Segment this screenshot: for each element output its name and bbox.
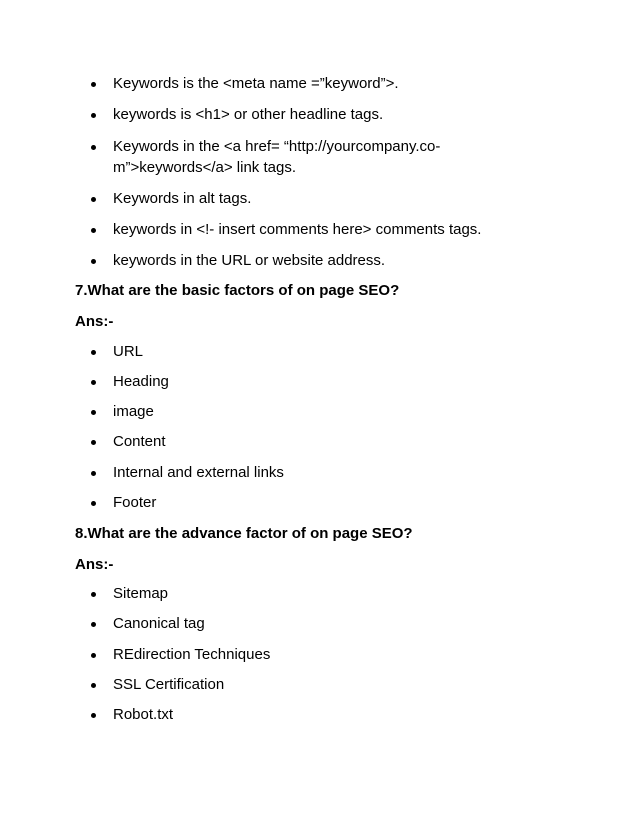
bullet-icon: [91, 259, 96, 264]
bullet-icon: [91, 683, 96, 688]
list-item-text: Keywords is the <meta name =”keyword”>.: [113, 75, 399, 92]
bullet-icon: [91, 113, 96, 118]
list-item-text: Canonical tag: [113, 615, 205, 632]
bullet-icon: [91, 713, 96, 718]
bullet-icon: [91, 501, 96, 506]
list-item-text: keywords is <h1> or other headline tags.: [113, 106, 384, 123]
list-item-text: keywords in <!- insert comments here> comments tags.: [113, 221, 482, 238]
list-item-text: Content: [113, 433, 166, 450]
list-item-text: Internal and external links: [113, 464, 284, 481]
list-item-text: Robot.txt: [113, 706, 174, 723]
list-item-text: Sitemap: [113, 585, 169, 602]
bullet-icon: [91, 228, 96, 233]
list-item-text: keywords in the URL or website address.: [113, 252, 386, 269]
list-item-text: Keywords in alt tags.: [113, 190, 252, 207]
bullet-icon: [91, 410, 96, 415]
list-item-text-continued: m”>keywords</a> link tags.: [113, 159, 296, 176]
bullet-icon: [91, 197, 96, 202]
list-item-text: REdirection Techniques: [113, 646, 271, 663]
list-item-text: Heading: [113, 373, 169, 390]
question-7-heading: 7.What are the basic factors of on page SEO?: [75, 282, 400, 299]
bullet-icon: [91, 440, 96, 445]
bullet-icon: [91, 653, 96, 658]
list-item-text: Footer: [113, 494, 157, 511]
bullet-icon: [91, 350, 96, 355]
answer-8-label: Ans:-: [75, 556, 114, 573]
list-item-text: URL: [113, 343, 144, 360]
bullet-icon: [91, 380, 96, 385]
bullet-icon: [91, 82, 96, 87]
answer-7-label: Ans:-: [75, 313, 114, 330]
bullet-icon: [91, 145, 96, 150]
bullet-icon: [91, 622, 96, 627]
list-item-text: image: [113, 403, 154, 420]
list-item-text: SSL Certification: [113, 676, 225, 693]
list-item-text: Keywords in the <a href= “http://yourcompany.co-: [113, 138, 441, 155]
bullet-icon: [91, 592, 96, 597]
question-8-heading: 8.What are the advance factor of on page SEO?: [75, 525, 413, 542]
bullet-icon: [91, 471, 96, 476]
